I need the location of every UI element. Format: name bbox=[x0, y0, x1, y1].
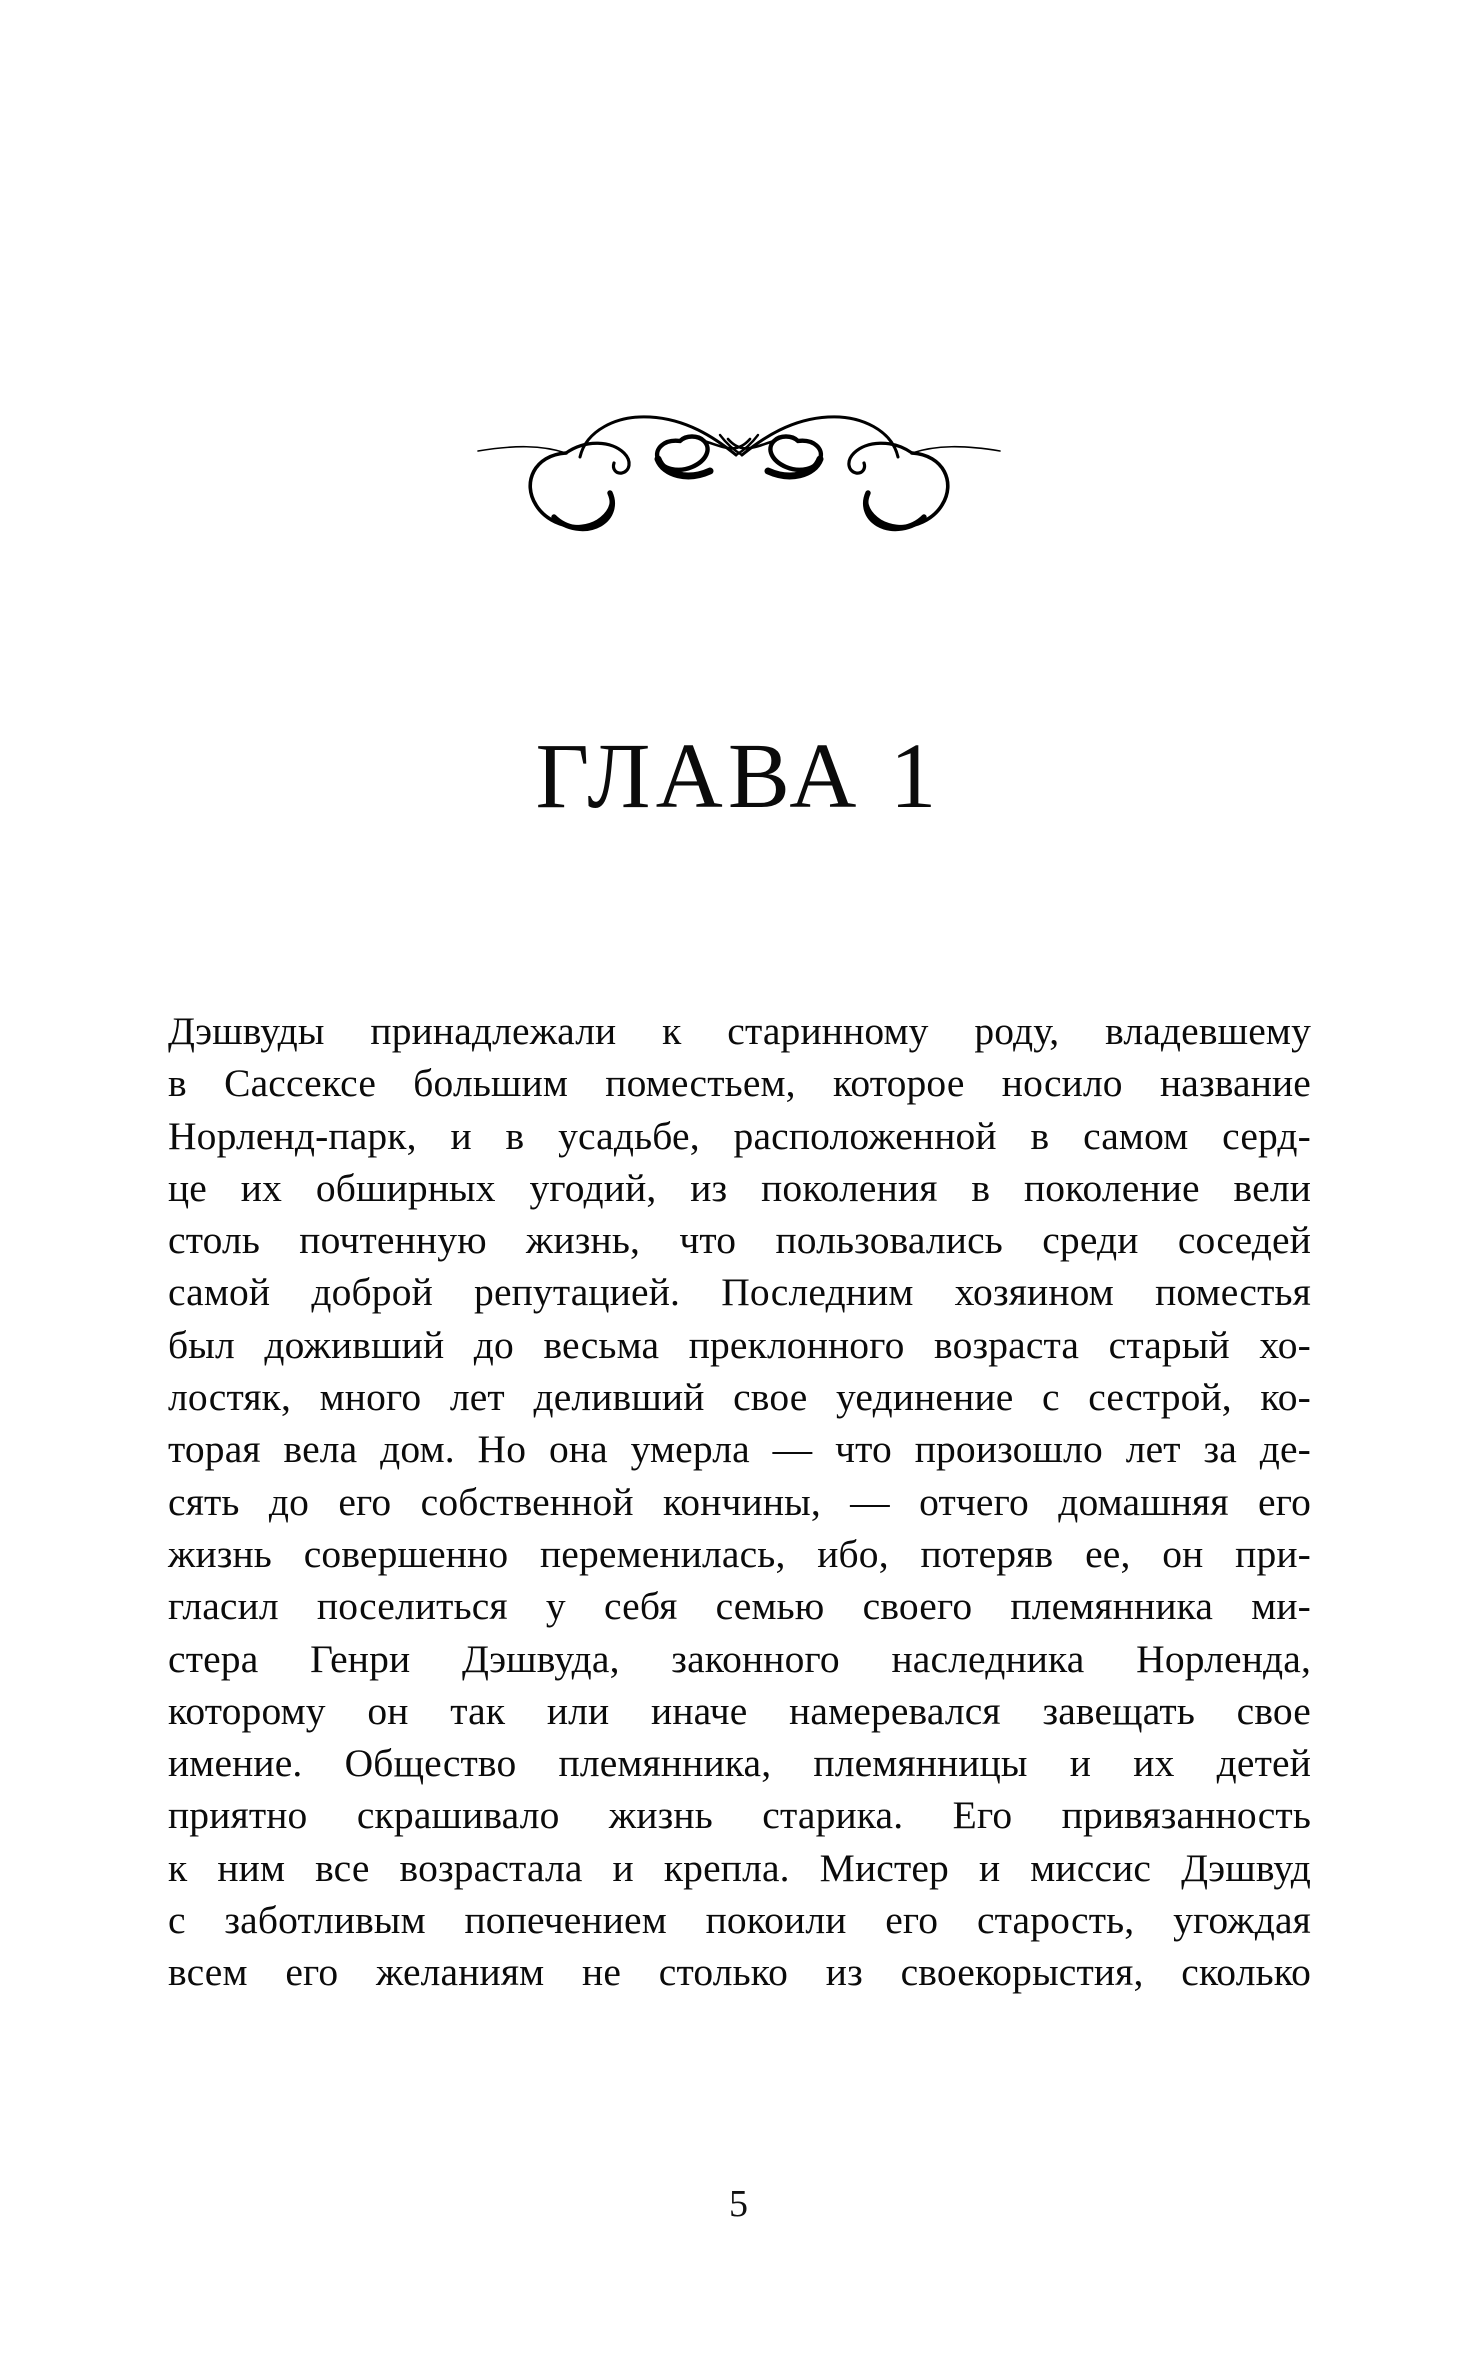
calligraphic-flourish-icon bbox=[474, 405, 1004, 545]
text-line: це их обширных угодий, из поколения в поколение вели bbox=[168, 1165, 1311, 1210]
text-line: имение. Общество племянника, племянницы и их детей bbox=[168, 1741, 1311, 1786]
text-line: торая вела дом. Но она умерла — что произошло лет за де- bbox=[168, 1427, 1311, 1472]
text-line: которому он так или иначе намеревался завещать свое bbox=[168, 1688, 1311, 1733]
text-line: в Сассексе большим поместьем, которое носило название bbox=[168, 1061, 1311, 1106]
text-line: лостяк, много лет деливший свое уединение с сестрой, ко- bbox=[168, 1375, 1311, 1420]
text-line: сять до его собственной кончины, — отчего домашняя его bbox=[168, 1479, 1311, 1524]
body-text-block bbox=[168, 1005, 1311, 1999]
text-line: всем его желаниям не столько из своекорыстия, сколько bbox=[168, 1950, 1311, 1995]
chapter-title: ГЛАВА 1 bbox=[535, 725, 942, 829]
text-line: с заботливым попечением покоили его старость, угождая bbox=[168, 1898, 1311, 1943]
text-line: был доживший до весьма преклонного возраста старый хо- bbox=[168, 1322, 1311, 1367]
text-line: Дэшвуды принадлежали к старинному роду, владевшему bbox=[168, 1009, 1311, 1053]
text-line: Норленд-парк, и в усадьбе, расположенной в самом серд- bbox=[168, 1113, 1311, 1158]
page-number: 5 bbox=[729, 2183, 748, 2225]
text-line: жизнь совершенно переменилась, ибо, потеряв ее, он при- bbox=[168, 1531, 1311, 1576]
text-line: к ним все возрастала и крепла. Мистер и миссис Дэшвуд bbox=[168, 1845, 1311, 1890]
chapter-ornament bbox=[0, 400, 1477, 550]
text-line: гласил поселиться у себя семью своего племянника ми- bbox=[168, 1584, 1311, 1629]
paragraph-opening bbox=[168, 1005, 1311, 1999]
text-line: приятно скрашивало жизнь старика. Его привязанность bbox=[168, 1793, 1311, 1838]
text-line: столь почтенную жизнь, что пользовались среди соседей bbox=[168, 1218, 1311, 1263]
text-line: стера Генри Дэшвуда, законного наследника Норленда, bbox=[168, 1636, 1311, 1681]
text-line: самой доброй репутацией. Последним хозяином поместья bbox=[168, 1270, 1311, 1315]
